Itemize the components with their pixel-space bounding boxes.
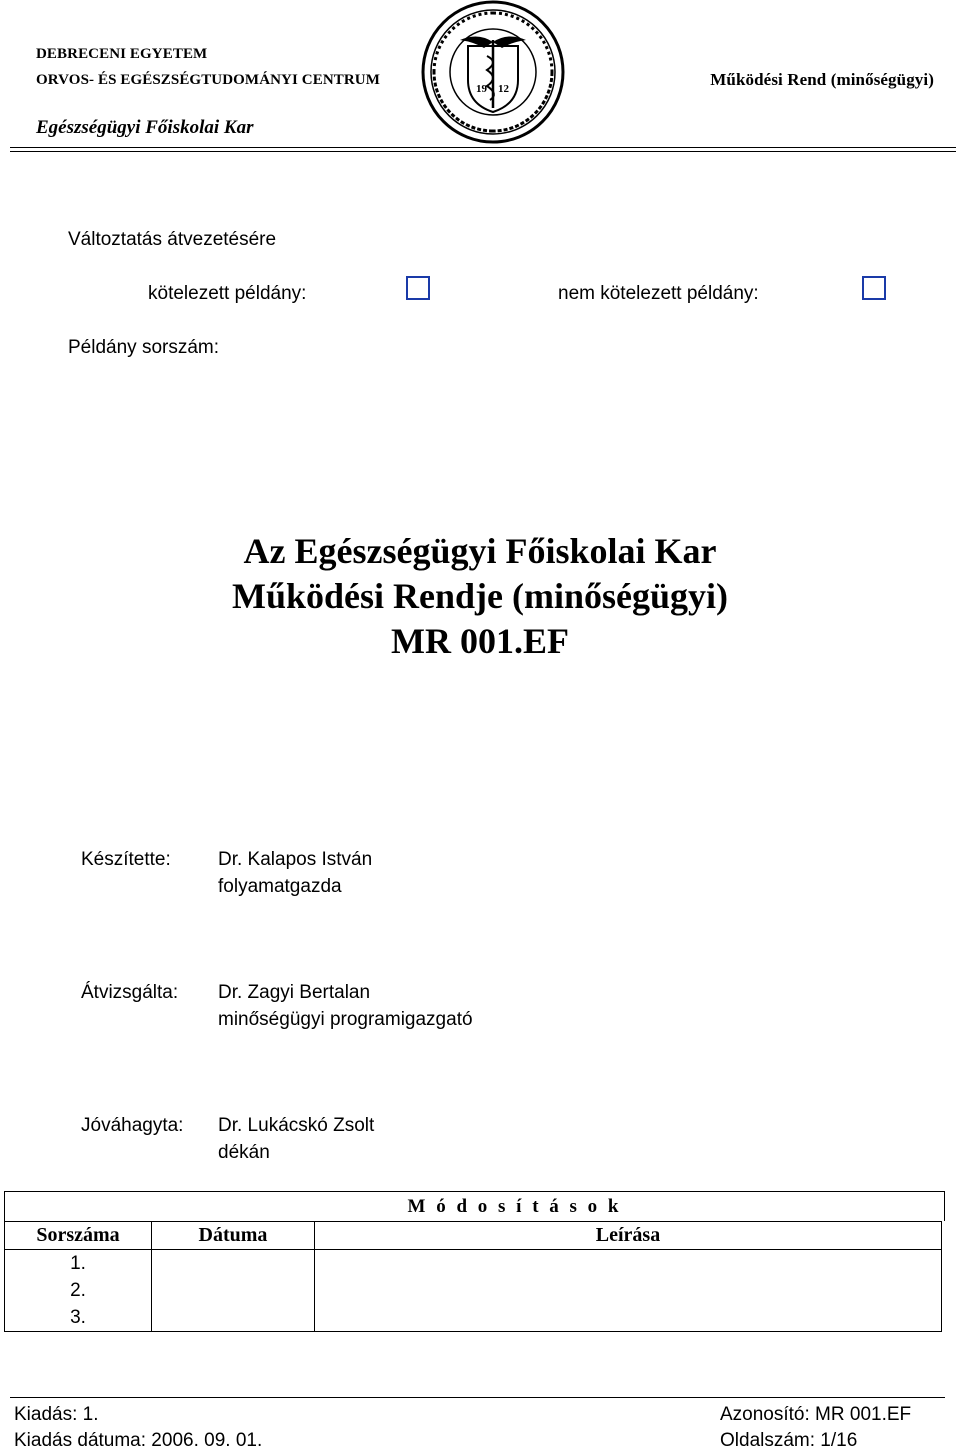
document-identifier: Azonosító: MR 001.EF	[720, 1404, 912, 1425]
column-header-number: Sorszáma	[5, 1222, 152, 1250]
faculty-name: Egészségügyi Főiskolai Kar	[36, 117, 254, 138]
edition-number: Kiadás: 1.	[14, 1404, 99, 1425]
header-rule-double	[10, 151, 956, 152]
row-number: 2.	[5, 1277, 152, 1304]
copy-serial-label: Példány sorszám:	[68, 337, 220, 358]
row-number: 3.	[5, 1304, 152, 1332]
edition-date: Kiadás dátuma: 2006. 09. 01.	[14, 1430, 263, 1451]
change-notice-heading: Változtatás átvezetésére	[68, 229, 277, 250]
reviewed-by-label: Átvizsgálta:	[81, 982, 179, 1003]
table-row	[5, 1250, 942, 1278]
row-date[interactable]	[152, 1277, 315, 1304]
approved-by-role: dékán	[218, 1142, 270, 1163]
row-description[interactable]	[315, 1304, 942, 1332]
optional-copy-checkbox[interactable]	[862, 276, 886, 300]
page-number: Oldalszám: 1/16	[720, 1430, 858, 1451]
table-header-row	[5, 1222, 942, 1250]
row-date[interactable]	[152, 1250, 315, 1278]
center-name: ORVOS- ÉS EGÉSZSÉGTUDOMÁNYI CENTRUM	[36, 72, 380, 88]
university-seal-logo	[418, 0, 568, 148]
row-description[interactable]	[315, 1250, 942, 1278]
modifications-grid	[4, 1221, 942, 1332]
seal-year-left: 19	[476, 83, 487, 95]
university-name: DEBRECENI EGYETEM	[36, 46, 208, 62]
seal-year-right: 12	[498, 83, 509, 95]
document-type: Működési Rend (minőségügyi)	[710, 70, 934, 89]
modifications-table	[4, 1191, 945, 1332]
document-code: MR 001.EF	[391, 621, 569, 661]
prepared-by-name: Dr. Kalapos István	[218, 849, 373, 870]
reviewed-by-role: minőségügyi programigazgató	[218, 1009, 473, 1030]
row-description[interactable]	[315, 1277, 942, 1304]
document-title-line2: Működési Rendje (minőségügyi)	[231, 576, 729, 616]
document-title-line1: Az Egészségügyi Főiskolai Kar	[243, 531, 717, 571]
footer-rule	[10, 1397, 945, 1398]
approved-by-name: Dr. Lukácskó Zsolt	[218, 1115, 375, 1136]
prepared-by-role: folyamatgazda	[218, 876, 342, 897]
column-header-description: Leírása	[315, 1222, 942, 1250]
mandatory-copy-checkbox[interactable]	[406, 276, 430, 300]
mandatory-copy-label: kötelezett példány:	[148, 283, 307, 304]
table-row	[5, 1304, 942, 1332]
optional-copy-label: nem kötelezett példány:	[558, 283, 759, 304]
reviewed-by-name: Dr. Zagyi Bertalan	[218, 982, 371, 1003]
row-number: 1.	[5, 1250, 152, 1278]
prepared-by-label: Készítette:	[81, 849, 171, 870]
row-date[interactable]	[152, 1304, 315, 1332]
table-row	[5, 1277, 942, 1304]
header-rule	[10, 147, 956, 148]
approved-by-label: Jóváhagyta:	[81, 1115, 184, 1136]
modifications-heading: M ó d o s í t á s o k	[4, 1191, 945, 1221]
column-header-date: Dátuma	[152, 1222, 315, 1250]
